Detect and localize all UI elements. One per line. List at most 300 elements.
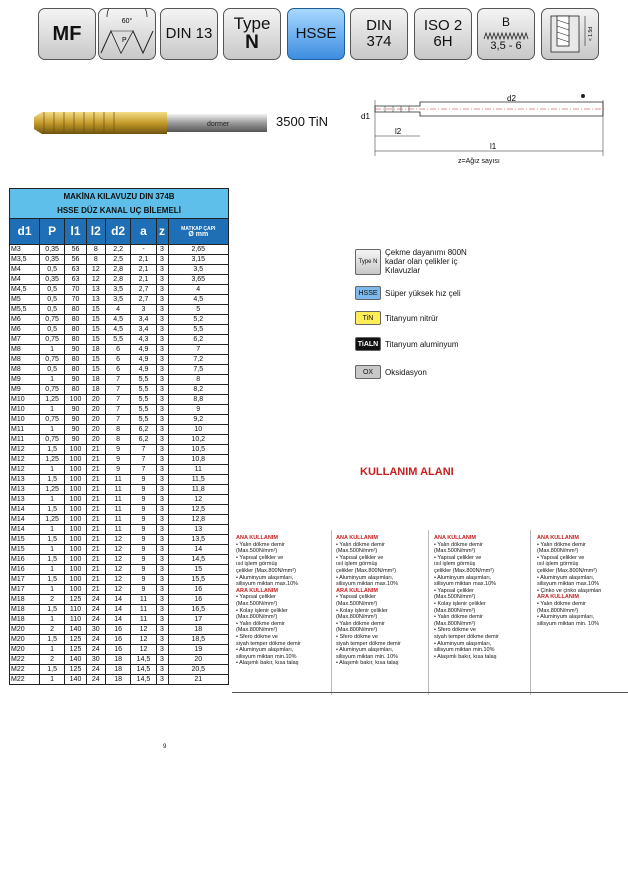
table-cell: M15	[10, 545, 40, 555]
usage-line: • Kolay işlenir çelikler	[434, 600, 486, 607]
table-cell: 3	[156, 535, 168, 545]
table-cell: M18	[10, 605, 40, 615]
usage-line: ANA KULLANIM	[537, 535, 579, 541]
table-cell: 16	[168, 595, 229, 605]
predrill-unit: Ø mm	[188, 230, 209, 238]
table-cell: 9	[131, 585, 156, 595]
table-cell: M15	[10, 535, 40, 545]
table-cell: 2,8	[105, 265, 131, 275]
usage-line: • Yapısal çelikler ve	[537, 554, 585, 561]
col-p: P	[40, 219, 65, 245]
table-row	[10, 515, 229, 525]
usage-line: • Yapısal çelikler	[236, 594, 276, 601]
table-row	[10, 245, 229, 255]
table-cell: 11	[168, 465, 229, 475]
table-cell: 80	[65, 355, 87, 365]
table-row	[10, 665, 229, 675]
table-cell: 100	[65, 525, 87, 535]
table-cell: 0,5	[40, 265, 65, 275]
table-cell: M4,5	[10, 285, 40, 295]
table-cell: 10	[168, 425, 229, 435]
table-cell: 12	[105, 555, 131, 565]
usage-line: silisyum miktarı min. 10%	[336, 653, 399, 660]
legend-badge: OX	[355, 365, 381, 379]
table-cell: 4,9	[131, 355, 156, 365]
table-cell: 3	[156, 365, 168, 375]
table-cell: 1	[40, 375, 65, 385]
table-cell: 15	[168, 565, 229, 575]
thread-angle-icon	[99, 9, 155, 59]
table-cell: 24	[86, 595, 105, 605]
table-cell: 7	[131, 465, 156, 475]
usage-line: • Yapısal çelikler	[434, 587, 474, 594]
usage-line: • Sfero dökme ve	[336, 633, 378, 640]
usage-line: (Max.500N/mm²)	[336, 548, 378, 555]
table-cell: 3	[156, 245, 168, 255]
table-cell: 3	[131, 305, 156, 315]
table-cell: 0,35	[40, 275, 65, 285]
usage-line: (Max.800N/mm²)	[236, 614, 278, 621]
table-cell: 80	[65, 315, 87, 325]
table-cell: 7	[131, 455, 156, 465]
table-cell: 2,5	[105, 255, 131, 265]
usage-line: • Yalın dökme demir	[537, 541, 586, 548]
table-cell: 20	[86, 425, 105, 435]
table-cell: 0,5	[40, 325, 65, 335]
usage-line: ANA KULLANIM	[236, 535, 278, 541]
table-cell: 3	[156, 335, 168, 345]
table-cell: 125	[65, 665, 87, 675]
table-cell: 13	[86, 295, 105, 305]
table-row	[10, 285, 229, 295]
table-cell: 9	[131, 545, 156, 555]
predrill-label: MATKAP ÇAPI	[181, 225, 216, 232]
table-row	[10, 595, 229, 605]
col-d1: d1	[10, 219, 40, 245]
table-cell: M16	[10, 555, 40, 565]
table-cell: 20	[168, 655, 229, 665]
table-cell: 24	[86, 635, 105, 645]
table-row	[10, 615, 229, 625]
table-cell: M11	[10, 425, 40, 435]
blind-hole-icon	[545, 10, 595, 58]
table-cell: M10	[10, 395, 40, 405]
usage-line: • Yapısal çelikler	[336, 594, 376, 601]
table-cell: 140	[65, 655, 87, 665]
table-cell: 7,5	[168, 365, 229, 375]
table-cell: M9	[10, 375, 40, 385]
table-row	[10, 545, 229, 555]
table-cell: 12	[86, 275, 105, 285]
table-cell: 24	[86, 645, 105, 655]
usage-line: çelikler (Max.800N/mm²)	[434, 567, 494, 574]
table-cell: 4,9	[131, 365, 156, 375]
table-cell: 5,5	[131, 385, 156, 395]
table-cell: 140	[65, 625, 87, 635]
table-cell: 20	[86, 405, 105, 415]
table-cell: M3,5	[10, 255, 40, 265]
table-cell: 1	[40, 615, 65, 625]
table-cell: M13	[10, 495, 40, 505]
table-cell: 11	[105, 515, 131, 525]
table-cell: 2,2	[105, 245, 131, 255]
table-cell: 3	[156, 625, 168, 635]
table-cell: M7	[10, 335, 40, 345]
pitch-label: P	[122, 37, 127, 44]
table-cell: 18	[168, 625, 229, 635]
usage-line: siyah temper dökme demir	[336, 640, 401, 647]
table-cell: 63	[65, 265, 87, 275]
table-cell: 11	[105, 505, 131, 515]
table-cell: 3	[156, 555, 168, 565]
table-cell: 80	[65, 325, 87, 335]
table-cell: 11	[105, 525, 131, 535]
table-cell: 100	[65, 555, 87, 565]
col-l2: l2	[86, 219, 105, 245]
legend-text: Süper yüksek hız çeli	[385, 288, 461, 298]
usage-column	[434, 535, 534, 660]
usage-line: (Max.800N/mm²)	[537, 607, 579, 614]
table-cell: 4,5	[105, 315, 131, 325]
table-cell: 4,9	[131, 345, 156, 355]
table-cell: 0,5	[40, 365, 65, 375]
table-cell: M5	[10, 295, 40, 305]
table-cell: 21	[86, 495, 105, 505]
iso-tolerance-symbol: ISO 2 6H	[414, 8, 472, 60]
l1-label: l1	[490, 142, 497, 151]
table-cell: M20	[10, 625, 40, 635]
usage-line: • Aluminyum alaşımları,	[537, 574, 595, 581]
usage-line: siyah temper dökme demir	[236, 640, 301, 647]
table-cell: 7	[168, 345, 229, 355]
table-cell: 0,75	[40, 355, 65, 365]
table-cell: 11	[105, 475, 131, 485]
table-cell: 3	[156, 465, 168, 475]
table-cell: 9,2	[168, 415, 229, 425]
table-row	[10, 505, 229, 515]
table-cell: 11	[131, 615, 156, 625]
column-divider	[428, 530, 429, 695]
table-cell: 1,5	[40, 635, 65, 645]
table-cell: M3	[10, 245, 40, 255]
table-cell: 14	[105, 615, 131, 625]
table-cell: M4	[10, 275, 40, 285]
table-cell: 110	[65, 615, 87, 625]
usage-line: • Sfero dökme ve	[434, 627, 476, 634]
table-cell: M14	[10, 505, 40, 515]
table-cell: M11	[10, 435, 40, 445]
table-cell: 3	[156, 615, 168, 625]
table-cell: 8	[168, 375, 229, 385]
drawing-note: z=Ağız sayısı	[458, 158, 500, 165]
table-cell: 6,2	[131, 425, 156, 435]
usage-line: • Aluminyum alaşımları,	[236, 574, 294, 581]
table-cell: 1	[40, 645, 65, 655]
table-row	[10, 255, 229, 265]
table-cell: 12	[86, 265, 105, 275]
table-cell: 21	[86, 455, 105, 465]
usage-line: silisyum miktarı max.10%	[434, 581, 497, 588]
blind-hole-symbol	[541, 8, 599, 60]
table-row	[10, 575, 229, 585]
table-cell: 11,5	[168, 475, 229, 485]
table-cell: 13	[168, 525, 229, 535]
table-row	[10, 475, 229, 485]
table-cell: M8	[10, 345, 40, 355]
din374-symbol: DIN 374	[350, 8, 408, 60]
table-cell: 3	[156, 665, 168, 675]
table-cell: 13	[86, 285, 105, 295]
table-cell: 6	[105, 365, 131, 375]
table-cell: 3,4	[131, 325, 156, 335]
legend-text: Çekme dayanımı 800N kadar olan çelikler iç Kılavuzlar	[385, 248, 467, 275]
usage-line: • Aluminyum alaşımları,	[537, 614, 595, 621]
table-cell: 1	[40, 465, 65, 475]
table-row	[10, 625, 229, 635]
table-cell: 2,1	[131, 255, 156, 265]
usage-line: • Aluminyum alaşımları,	[434, 574, 492, 581]
table-row	[10, 365, 229, 375]
column-divider	[331, 530, 332, 695]
table-cell: 5,5	[131, 375, 156, 385]
table-cell: 3	[156, 435, 168, 445]
table-row	[10, 425, 229, 435]
table-cell: 12,8	[168, 515, 229, 525]
table-cell: 1,5	[40, 555, 65, 565]
table-cell: 10,2	[168, 435, 229, 445]
table-cell: 21	[86, 475, 105, 485]
table-cell: 3	[156, 295, 168, 305]
table-cell: 80	[65, 385, 87, 395]
table-cell: M17	[10, 575, 40, 585]
table-row	[10, 585, 229, 595]
table-cell: 9	[105, 455, 131, 465]
usage-line: • Yapısal çelikler ve	[434, 554, 482, 561]
table-cell: 11	[131, 605, 156, 615]
usage-line: • Sfero dökme ve	[236, 633, 278, 640]
table-cell: 11	[105, 485, 131, 495]
table-cell: 100	[65, 395, 87, 405]
table-cell: 1	[40, 565, 65, 575]
usage-line: • Aluminyum alaşımları,	[434, 640, 492, 647]
usage-line: (Max.500N/mm²)	[434, 594, 476, 601]
table-cell: M22	[10, 655, 40, 665]
table-cell: 5	[168, 305, 229, 315]
table-cell: M6	[10, 315, 40, 325]
table-cell: 100	[65, 545, 87, 555]
table-cell: 0,35	[40, 245, 65, 255]
usage-line: ısıl işlem görmüş	[336, 561, 378, 568]
table-cell: 80	[65, 305, 87, 315]
usage-line: (Max.800N/mm²)	[434, 607, 476, 614]
usage-line: (Max.500N/mm²)	[336, 600, 378, 607]
table-cell: 12	[105, 535, 131, 545]
table-row	[10, 415, 229, 425]
table-cell: 0,75	[40, 335, 65, 345]
table-cell: 4	[168, 285, 229, 295]
table-cell: 1	[40, 495, 65, 505]
table-cell: 14,5	[131, 665, 156, 675]
table-row	[10, 555, 229, 565]
table-cell: 15	[86, 365, 105, 375]
table-cell: 2	[40, 595, 65, 605]
table-row	[10, 525, 229, 535]
table-cell: 100	[65, 565, 87, 575]
table-cell: 18	[105, 655, 131, 665]
table-cell: 1,25	[40, 485, 65, 495]
table-cell: 12	[105, 565, 131, 575]
table-cell: M13	[10, 475, 40, 485]
table-row	[10, 295, 229, 305]
table-cell: 21	[86, 515, 105, 525]
table-cell: 100	[65, 445, 87, 455]
type-n-symbol: Type N	[223, 8, 281, 60]
table-cell: 21	[168, 675, 229, 685]
table-cell: 20,5	[168, 665, 229, 675]
table-cell: 1,5	[40, 445, 65, 455]
table-cell: 3,5	[168, 265, 229, 275]
table-cell: 1	[40, 525, 65, 535]
table-cell: 3	[156, 655, 168, 665]
table-cell: 3	[156, 375, 168, 385]
table-cell: M16	[10, 565, 40, 575]
usage-line: silisyum miktarı max.10%	[236, 581, 299, 588]
table-cell: 90	[65, 415, 87, 425]
table-cell: 3	[156, 485, 168, 495]
l2-label: l2	[395, 127, 402, 136]
table-cell: 63	[65, 275, 87, 285]
table-cell: 56	[65, 245, 87, 255]
table-cell: 12	[105, 545, 131, 555]
table-cell: 24	[86, 665, 105, 675]
table-cell: M20	[10, 645, 40, 655]
table-cell: 18	[86, 375, 105, 385]
table-cell: 3	[156, 345, 168, 355]
table-cell: M20	[10, 635, 40, 645]
table-cell: 100	[65, 465, 87, 475]
table-cell: 21	[86, 565, 105, 575]
usage-line: • Yalın dökme demir	[236, 541, 285, 548]
table-cell: 2	[40, 655, 65, 665]
table-cell: 24	[86, 605, 105, 615]
table-cell: 1,25	[40, 455, 65, 465]
tap-brand: dormer	[207, 121, 230, 128]
table-cell: 10,5	[168, 445, 229, 455]
table-cell: 100	[65, 505, 87, 515]
table-cell: 16	[105, 645, 131, 655]
legend-badge: TiALN	[355, 337, 381, 351]
table-cell: 3,5	[105, 285, 131, 295]
column-divider	[530, 530, 531, 695]
table-cell: 100	[65, 485, 87, 495]
usage-line: • Aluminyum alaşımları,	[236, 647, 294, 654]
table-cell: 2,8	[105, 275, 131, 285]
table-cell: 1,5	[40, 505, 65, 515]
table-cell: 9	[131, 475, 156, 485]
table-cell: 2,7	[131, 285, 156, 295]
table-cell: 9	[131, 535, 156, 545]
table-cell: 18	[86, 385, 105, 395]
usage-line: silisyum miktarı min.10%	[236, 653, 297, 660]
table-cell: 3	[156, 545, 168, 555]
table-cell: 100	[65, 455, 87, 465]
table-row	[10, 315, 229, 325]
table-cell: 15	[86, 315, 105, 325]
table-cell: 140	[65, 675, 87, 685]
table-cell: 21	[86, 445, 105, 455]
legend-text: Titanyum aluminyum	[385, 339, 459, 349]
table-cell: 3	[156, 475, 168, 485]
chamfer-icon	[482, 29, 530, 41]
table-cell: 0,35	[40, 255, 65, 265]
table-cell: 3	[156, 605, 168, 615]
table-cell: 100	[65, 575, 87, 585]
legend-item	[355, 337, 459, 351]
table-cell: 125	[65, 645, 87, 655]
table-cell: 80	[65, 365, 87, 375]
table-cell: 9	[131, 555, 156, 565]
table-cell: 56	[65, 255, 87, 265]
table-cell: M22	[10, 675, 40, 685]
table-cell: 1,5	[40, 605, 65, 615]
table-cell: 3,4	[131, 315, 156, 325]
table-cell: 3	[156, 315, 168, 325]
d2-label: d2	[507, 94, 516, 103]
table-cell: 3	[156, 675, 168, 685]
table-cell: 100	[65, 475, 87, 485]
table-cell: M4	[10, 265, 40, 275]
table-cell: 5,5	[131, 395, 156, 405]
table-cell: 3	[156, 415, 168, 425]
table-cell: 18,5	[168, 635, 229, 645]
usage-line: (Max.500N/mm²)	[434, 548, 476, 555]
table-cell: 8,2	[168, 385, 229, 395]
table-cell: 3	[156, 285, 168, 295]
table-row	[10, 405, 229, 415]
table-cell: 0,75	[40, 315, 65, 325]
table-cell: 16	[105, 625, 131, 635]
legend-text: Oksidasyon	[385, 367, 427, 377]
table-cell: 90	[65, 435, 87, 445]
table-cell: 100	[65, 585, 87, 595]
usage-line: silisyum miktarı max.10%	[537, 581, 600, 588]
col-l1: l1	[65, 219, 87, 245]
table-cell: 2,65	[168, 245, 229, 255]
table-cell: 90	[65, 375, 87, 385]
table-row	[10, 675, 229, 685]
table-cell: 110	[65, 605, 87, 615]
table-cell: 15	[86, 325, 105, 335]
table-cell: 2,1	[131, 265, 156, 275]
table-cell: 14,5	[131, 655, 156, 665]
table-row	[10, 605, 229, 615]
table-cell: 15,5	[168, 575, 229, 585]
table-cell: 3	[156, 495, 168, 505]
usage-line: (Max.500N/mm²)	[236, 548, 278, 555]
table-cell: 0,5	[40, 295, 65, 305]
col-z: z	[156, 219, 168, 245]
table-cell: M18	[10, 615, 40, 625]
table-cell: 9	[168, 405, 229, 415]
usage-line: (Max.800N/mm²)	[336, 614, 378, 621]
table-cell: 7	[105, 375, 131, 385]
table-cell: 3	[156, 565, 168, 575]
table-cell: 11,8	[168, 485, 229, 495]
table-cell: 90	[65, 405, 87, 415]
table-cell: M18	[10, 595, 40, 605]
table-cell: 3	[156, 385, 168, 395]
table-cell: 19	[168, 645, 229, 655]
